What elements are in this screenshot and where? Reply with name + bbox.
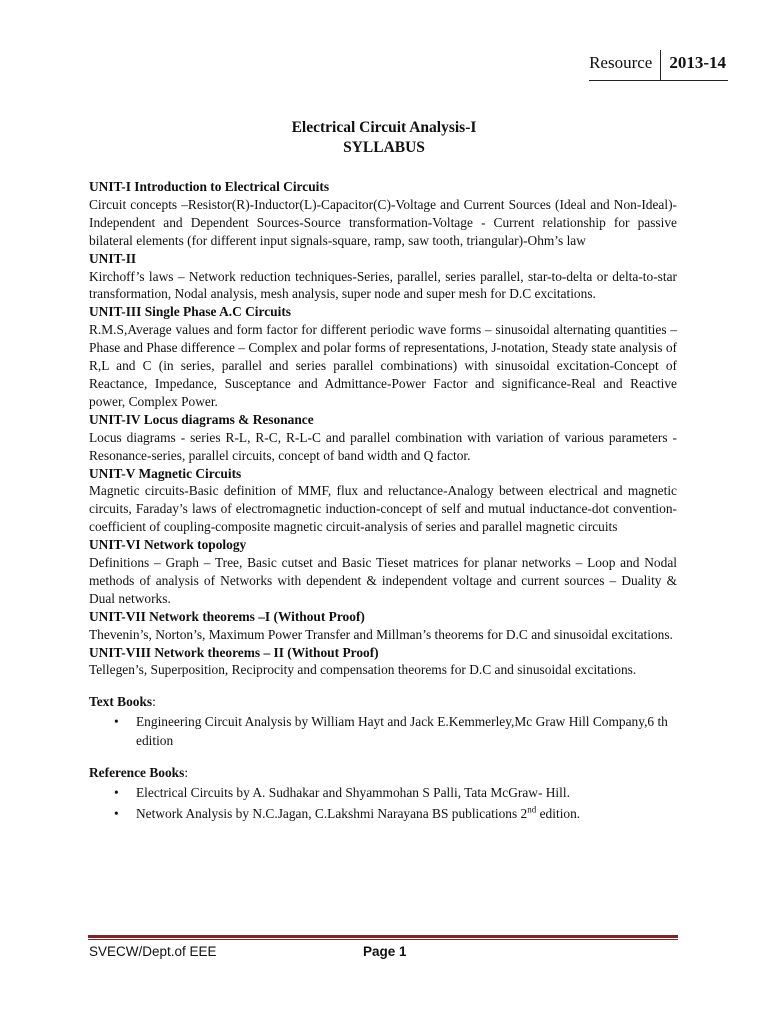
reference-books-heading-label: Reference Books xyxy=(89,765,185,781)
text-books-list xyxy=(89,713,677,750)
book-entry: Electrical Circuits by A. Sudhakar and Shyammohan S Palli, Tata McGraw- Hill. xyxy=(136,785,570,801)
book-entry-text: Network Analysis by N.C.Jagan, C.Lakshmi Narayana BS publications 2 xyxy=(136,805,528,821)
header-year: 2013-14 xyxy=(669,53,726,72)
unit-section xyxy=(89,178,677,250)
unit-heading: UNIT-VI Network topology xyxy=(89,537,247,553)
unit-body: Circuit concepts –Resistor(R)-Inductor(L)-Capacitor(C)-Voltage and Current Sources (Ideal and Non-Ideal)- Independent and Dependent Sources-Source transformation-Voltage - Current relationship for passive bilateral elements (for different input signals-square, ramp, saw tooth, triangular)-Ohm’s law xyxy=(89,196,677,248)
title-line: Electrical Circuit Analysis-I xyxy=(291,119,477,136)
unit-heading: UNIT-VIII Network theorems – II (Without Proof) xyxy=(89,644,379,660)
unit-section xyxy=(89,465,677,537)
footer-department: SVECW/Dept.of EEE xyxy=(89,944,217,959)
book-entry: Engineering Circuit Analysis by William Hayt and Jack E.Kemmerley,Mc Graw Hill Company,6 th edition xyxy=(136,714,668,748)
unit-section xyxy=(89,411,677,465)
book-list-item xyxy=(89,805,677,824)
footer-rule-thin xyxy=(88,939,678,940)
document-title xyxy=(0,118,768,158)
reference-books-heading xyxy=(89,764,677,782)
unit-body: Tellegen’s, Superposition, Reciprocity and compensation theorems for D.C and sinusoidal excitations. xyxy=(89,662,637,678)
bullet-icon: • xyxy=(114,714,119,730)
heading-colon: : xyxy=(184,765,189,781)
unit-body: Thevenin’s, Norton’s, Maximum Power Transfer and Millman’s theorems for D.C and sinusoidal excitations. xyxy=(89,626,673,642)
unit-body: R.M.S,Average values and form factor for different periodic wave forms – sinusoidal alternating quantities – Phase and Phase difference – Complex and polar forms of representations, J-notation, Steady state analysis of R,L and C (in series, parallel and series parallel combinations) with sinusoidal excitation-Concept of Reactance, Impedance, Susceptance and Admittance-Power Factor and significance-Real and Reactive power, Complex Power. xyxy=(89,322,677,409)
unit-section xyxy=(89,303,677,410)
reference-books-list xyxy=(89,784,677,823)
ordinal-suffix: nd xyxy=(527,804,537,815)
footer-page-number: Page 1 xyxy=(363,944,407,959)
heading-colon: : xyxy=(152,694,156,710)
book-list-item xyxy=(89,713,677,750)
unit-body: Definitions – Graph – Tree, Basic cutset and Basic Tieset matrices for planar networks – Loop and Nodal methods of analysis of Networks with dependent & independent voltage and current sources – Duality & Dual networks. xyxy=(89,555,677,606)
unit-body: Kirchoff’s laws – Network reduction techniques-Series, parallel, series parallel, star-to-delta or delta-to-star transformation, Nodal analysis, mesh analysis, super node and super mesh for D.C excitations. xyxy=(89,268,677,302)
book-entry xyxy=(136,806,580,821)
unit-section xyxy=(89,536,677,608)
reference-books-section xyxy=(89,764,677,823)
syllabus-content xyxy=(89,178,677,825)
text-books-section xyxy=(89,693,677,750)
unit-heading: UNIT-I Introduction to Electrical Circuits xyxy=(89,179,330,194)
unit-heading: UNIT-II xyxy=(89,250,137,266)
unit-section xyxy=(89,608,677,644)
unit-body: Locus diagrams - series R-L, R-C, R-L-C and parallel combination with variation of various parameters - Resonance-series, parallel circuits, concept of band width and Q factor. xyxy=(89,429,677,463)
book-list-item xyxy=(89,784,677,803)
subtitle-line: SYLLABUS xyxy=(343,139,425,156)
unit-heading: UNIT-IV Locus diagrams & Resonance xyxy=(89,411,314,427)
bullet-icon: • xyxy=(114,785,119,801)
unit-heading: UNIT-III Single Phase A.C Circuits xyxy=(89,304,292,320)
unit-heading: UNIT-VII Network theorems –I (Without Proof) xyxy=(89,608,365,624)
page-header xyxy=(589,50,728,81)
unit-heading: UNIT-V Magnetic Circuits xyxy=(89,465,242,481)
text-books-heading-label: Text Books xyxy=(89,694,153,710)
bullet-icon: • xyxy=(114,805,119,821)
unit-body: Magnetic circuits-Basic definition of MMF, flux and reluctance-Analogy between electrical and magnetic circuits, Faraday’s laws of electromagnetic induction-concept of self and mutual inductance-dot convention-coefficient of coupling-composite magnetic circuit-analysis of series and parallel magnetic circuits xyxy=(89,483,677,535)
header-label: Resource xyxy=(589,53,653,72)
footer-rule-thick xyxy=(88,935,678,938)
book-entry-tail: edition. xyxy=(536,805,581,821)
unit-section xyxy=(89,250,677,304)
unit-section xyxy=(89,644,677,680)
text-books-heading xyxy=(89,693,677,711)
